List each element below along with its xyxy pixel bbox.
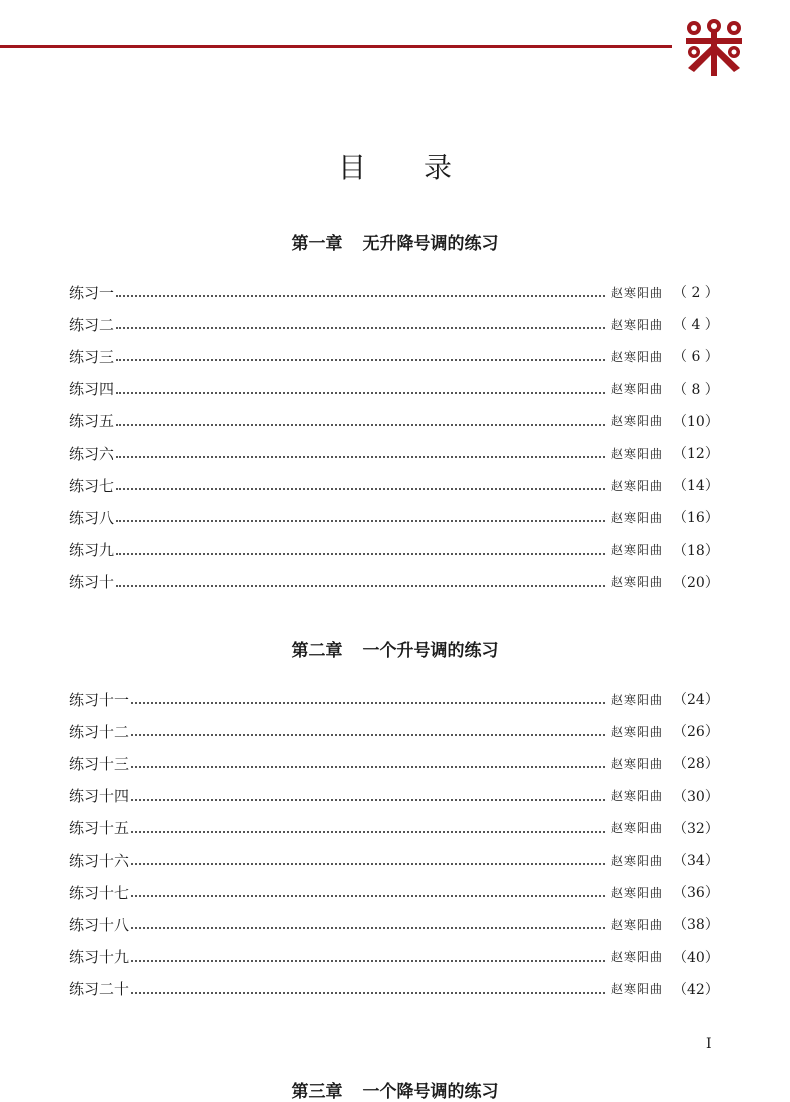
dot-leader (131, 960, 605, 962)
entry-title: 练习十 (69, 573, 115, 592)
toc-entry[interactable] (69, 946, 719, 968)
entry-title: 练习十一 (69, 690, 130, 709)
entry-page-number: （42） (673, 981, 719, 998)
toc-entry[interactable] (69, 849, 719, 871)
dot-leader (116, 456, 605, 458)
entry-page-number: （ 6 ） (673, 349, 719, 366)
entry-composer: 赵寒阳曲 (610, 950, 663, 965)
entry-page-number: （32） (673, 820, 719, 837)
chapter-label: 第三章 (291, 1082, 343, 1102)
dot-leader (116, 585, 605, 587)
entry-page-number: （ 8 ） (673, 381, 719, 398)
entry-title: 练习十八 (69, 915, 130, 934)
dot-leader (116, 424, 605, 426)
entry-title: 练习四 (69, 380, 115, 399)
toc-entry[interactable] (69, 571, 719, 593)
entry-page-number: （30） (673, 788, 719, 805)
entry-page-number: （36） (673, 885, 719, 902)
toc-entry[interactable] (69, 474, 719, 496)
dot-leader (116, 295, 605, 297)
entry-page-number: （18） (673, 542, 719, 559)
entry-title: 练习十四 (69, 787, 130, 806)
toc-entry[interactable] (69, 913, 719, 935)
chapter-heading (0, 1077, 790, 1102)
dot-leader (131, 992, 605, 994)
entry-title: 练习十七 (69, 883, 130, 902)
toc-entry[interactable] (69, 881, 719, 903)
entry-page-number: （28） (673, 756, 719, 773)
toc-entry[interactable] (69, 688, 719, 710)
entry-composer: 赵寒阳曲 (610, 789, 663, 804)
entry-composer: 赵寒阳曲 (610, 821, 663, 836)
entry-title: 练习十二 (69, 722, 130, 741)
entry-title: 练习十六 (69, 851, 130, 870)
header-rule (0, 45, 672, 48)
entry-page-number: （38） (673, 917, 719, 934)
entry-page-number: （12） (673, 446, 719, 462)
chapter-name: 无升降号调的练习 (362, 234, 499, 254)
dot-leader (131, 799, 605, 801)
page-number: I (706, 1036, 712, 1052)
entry-title: 练习十九 (69, 948, 130, 967)
dot-leader (116, 392, 605, 394)
entry-composer: 赵寒阳曲 (610, 543, 663, 558)
entry-page-number: （34） (673, 853, 719, 869)
publisher-emblem-icon (682, 18, 746, 76)
entry-page-number: （14） (673, 478, 719, 495)
entry-page-number: （26） (673, 724, 719, 741)
entry-composer: 赵寒阳曲 (610, 575, 663, 590)
entry-composer: 赵寒阳曲 (610, 692, 663, 707)
entry-composer: 赵寒阳曲 (610, 478, 663, 493)
toc-entry[interactable] (69, 817, 719, 839)
entry-title: 练习七 (69, 476, 115, 495)
toc-entry[interactable] (69, 281, 719, 303)
chapter-name: 一个升号调的练习 (362, 641, 499, 661)
entry-composer: 赵寒阳曲 (610, 917, 663, 932)
entry-page-number: （40） (673, 949, 719, 966)
entry-composer: 赵寒阳曲 (610, 885, 663, 900)
dot-leader (131, 766, 605, 768)
dot-leader (131, 863, 605, 865)
entry-composer: 赵寒阳曲 (610, 414, 663, 429)
toc-entry[interactable] (69, 313, 719, 335)
entry-composer: 赵寒阳曲 (610, 285, 663, 300)
entry-composer: 赵寒阳曲 (610, 756, 663, 771)
entry-composer: 赵寒阳曲 (610, 853, 663, 868)
chapter-label: 第一章 (291, 234, 343, 254)
entry-title: 练习六 (69, 444, 115, 463)
dot-leader (116, 327, 605, 329)
entry-page-number: （ 4 ） (673, 317, 719, 334)
chapter-heading (0, 636, 790, 661)
entry-composer: 赵寒阳曲 (610, 446, 663, 461)
entry-title: 练习三 (69, 347, 115, 366)
toc-entry[interactable] (69, 720, 719, 742)
entry-title: 练习八 (69, 508, 115, 527)
entry-composer: 赵寒阳曲 (610, 317, 663, 332)
entry-page-number: （24） (673, 692, 719, 708)
dot-leader (131, 895, 605, 897)
toc-entry[interactable] (69, 785, 719, 807)
dot-leader (116, 520, 605, 522)
entry-composer: 赵寒阳曲 (610, 382, 663, 397)
entry-title: 练习十五 (69, 819, 130, 838)
entry-composer: 赵寒阳曲 (610, 510, 663, 525)
entry-page-number: （20） (673, 574, 719, 591)
dot-leader (131, 927, 605, 929)
toc-entry[interactable] (69, 345, 719, 367)
entry-title: 练习二十 (69, 980, 130, 999)
dot-leader (131, 702, 605, 704)
dot-leader (116, 553, 605, 555)
dot-leader (116, 488, 605, 490)
entry-page-number: （10） (673, 413, 719, 430)
toc-entry[interactable] (69, 410, 719, 432)
toc-entry[interactable] (69, 752, 719, 774)
chapter-heading (0, 229, 790, 254)
page-title: 目 录 (337, 151, 453, 184)
entry-title: 练习五 (69, 412, 115, 431)
toc-entry[interactable] (69, 378, 719, 400)
entry-composer: 赵寒阳曲 (610, 982, 663, 997)
dot-leader (131, 734, 605, 736)
chapter-name: 一个降号调的练习 (362, 1082, 499, 1102)
toc-entry[interactable] (69, 442, 719, 464)
entry-title: 练习十三 (69, 754, 130, 773)
entry-page-number: （16） (673, 510, 719, 527)
dot-leader (116, 359, 605, 361)
toc-entry[interactable] (69, 539, 719, 561)
chapter-label: 第二章 (291, 641, 343, 661)
dot-leader (131, 831, 605, 833)
toc-entry[interactable] (69, 506, 719, 528)
entry-title: 练习二 (69, 315, 115, 334)
entry-page-number: （ 2 ） (673, 285, 719, 301)
entry-title: 练习一 (69, 283, 115, 302)
toc-entry[interactable] (69, 978, 719, 1000)
entry-composer: 赵寒阳曲 (610, 724, 663, 739)
entry-title: 练习九 (69, 541, 115, 560)
entry-composer: 赵寒阳曲 (610, 349, 663, 364)
